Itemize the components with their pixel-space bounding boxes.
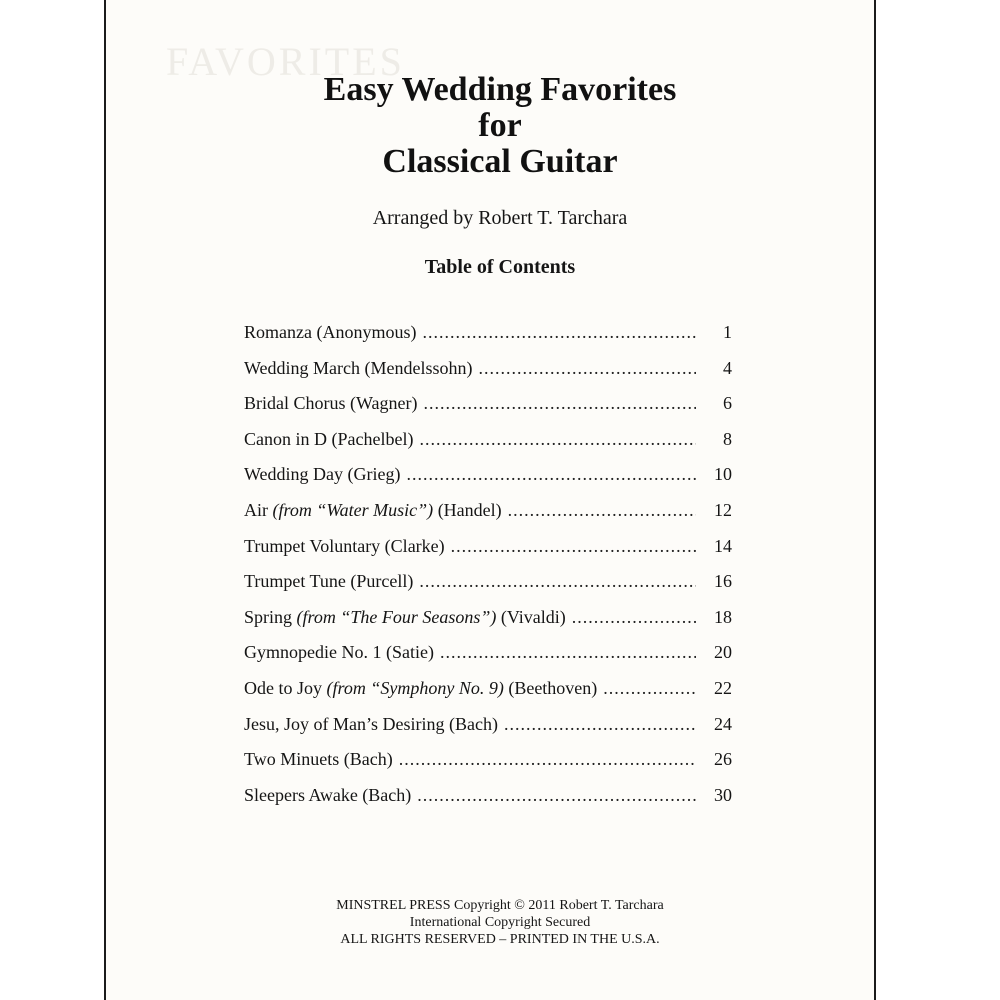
toc-entry-title: Spring (from “The Four Seasons”) (Vivaldi) — [244, 606, 566, 627]
toc-entry — [244, 536, 732, 572]
toc-entry-page: 24 — [714, 713, 732, 734]
toc-entry — [244, 642, 732, 678]
toc-entry-page: 14 — [714, 535, 732, 556]
toc-entry — [244, 322, 732, 358]
dot-leader — [572, 607, 696, 628]
dot-leader — [419, 571, 696, 592]
dot-leader — [603, 678, 696, 699]
toc-entry-page: 1 — [723, 322, 732, 342]
toc-entry — [244, 749, 732, 785]
title-line-1: Easy Wedding Favorites — [323, 71, 677, 108]
toc-entry-page: 16 — [714, 571, 732, 592]
toc-entry-title: Trumpet Voluntary (Clarke) — [244, 535, 445, 556]
dot-leader — [504, 714, 696, 735]
title-line-2: for — [478, 107, 522, 144]
book-title — [0, 72, 1000, 180]
toc-entry-title: Jesu, Joy of Man’s Desiring (Bach) — [244, 713, 498, 734]
toc-entry — [244, 429, 732, 465]
toc-entry-title: Two Minuets (Bach) — [244, 749, 393, 770]
toc-entry-title: Romanza (Anonymous) — [244, 322, 417, 342]
toc-entry-page: 8 — [723, 428, 732, 449]
bleed-through-watermark: FAVORITES — [166, 39, 405, 84]
toc-entry-page: 18 — [714, 606, 732, 627]
toc-entry — [244, 393, 732, 429]
toc-entry-page: 12 — [714, 499, 732, 520]
toc-entry-page: 6 — [723, 393, 732, 414]
toc-entry-title: Wedding March (Mendelssohn) — [244, 357, 473, 378]
toc-entry-title: Canon in D (Pachelbel) — [244, 428, 414, 449]
footer-line-2: International Copyright Secured — [409, 915, 591, 930]
toc-entry-title: Ode to Joy (from “Symphony No. 9) (Beethoven) — [244, 677, 598, 698]
dot-leader — [440, 642, 696, 663]
toc-entry-page: 20 — [714, 642, 732, 663]
dot-leader — [399, 749, 696, 770]
toc-entry — [244, 678, 732, 714]
toc-entry-title: Sleepers Awake (Bach) — [244, 784, 412, 805]
toc-heading: Table of Contents — [424, 256, 576, 278]
toc-entry — [244, 714, 732, 750]
copyright-footer — [0, 897, 1000, 948]
dot-leader — [451, 536, 696, 557]
toc-entry-page: 26 — [714, 749, 732, 770]
toc-entry — [244, 785, 732, 821]
toc-entry-title: Wedding Day (Grieg) — [244, 464, 401, 485]
toc-entry — [244, 607, 732, 643]
toc-entry-title: Trumpet Tune (Purcell) — [244, 571, 414, 592]
dot-leader — [479, 358, 697, 379]
dot-leader — [417, 785, 696, 806]
toc-entry-title: Gymnopedie No. 1 (Satie) — [244, 642, 434, 663]
toc-entry — [244, 500, 732, 536]
title-line-3: Classical Guitar — [382, 143, 618, 180]
table-of-contents — [244, 322, 732, 820]
toc-entry-title: Bridal Chorus (Wagner) — [244, 393, 418, 414]
footer-line-3: ALL RIGHTS RESERVED – PRINTED IN THE U.S.A. — [340, 932, 660, 947]
toc-entry — [244, 571, 732, 607]
toc-entry — [244, 464, 732, 500]
toc-entry-page: 30 — [714, 784, 732, 805]
dot-leader — [508, 500, 696, 521]
footer-line-1: MINSTREL PRESS Copyright © 2011 Robert T. Tarchara — [336, 898, 664, 913]
arranger-credit: Arranged by Robert T. Tarchara — [372, 207, 628, 229]
toc-entry-page: 4 — [723, 357, 732, 378]
dot-leader — [419, 429, 696, 450]
toc-entry-title: Air (from “Water Music”) (Handel) — [244, 499, 502, 520]
dot-leader — [424, 393, 696, 414]
dot-leader — [422, 322, 696, 343]
dot-leader — [407, 464, 697, 485]
toc-entry-page: 22 — [714, 677, 732, 698]
toc-entry-page: 10 — [714, 464, 732, 485]
toc-entry — [244, 358, 732, 394]
